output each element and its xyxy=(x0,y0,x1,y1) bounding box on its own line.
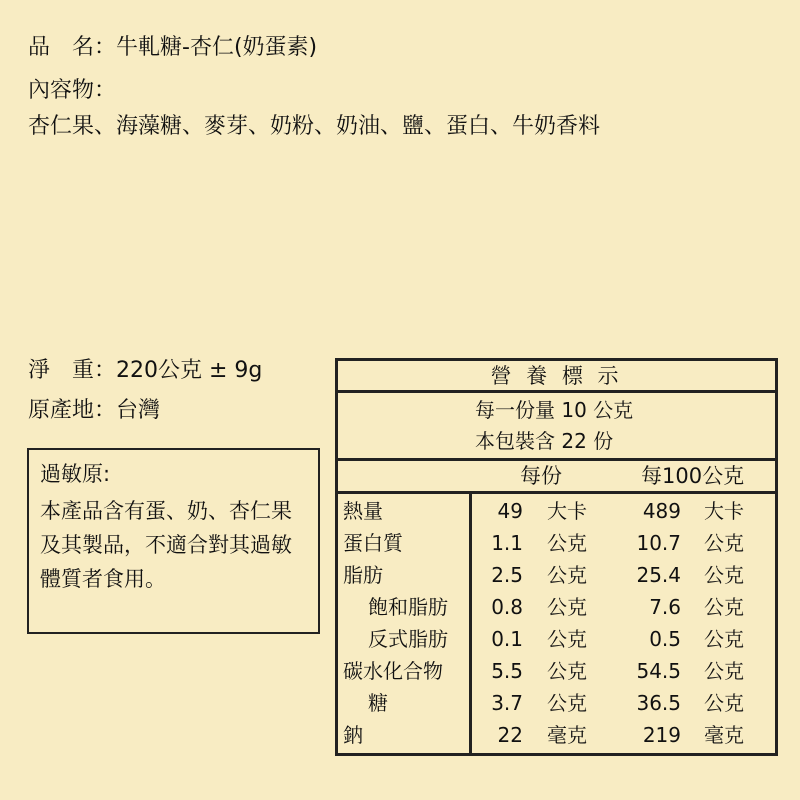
nutrient-name: 飽和脂肪 xyxy=(368,595,448,619)
servings-per-pack: 本包裝含 22 份 xyxy=(475,429,614,453)
product-name-line: 品 名：牛軋糖-杏仁(奶蛋素) xyxy=(28,35,318,60)
nutrient-row xyxy=(338,655,775,687)
nutrition-column-headers xyxy=(338,461,775,494)
nutrient-row xyxy=(338,623,775,655)
ingredients-label: 內容物： xyxy=(28,78,117,103)
per-100g-value: 54.5 xyxy=(636,659,681,683)
allergen-box xyxy=(27,448,320,634)
nutrient-row xyxy=(338,687,775,719)
nutrient-name: 脂肪 xyxy=(343,563,383,587)
nutrient-name: 糖 xyxy=(368,691,388,715)
per-serving-value: 0.8 xyxy=(491,595,523,619)
per-100g-unit: 公克 xyxy=(704,659,744,683)
per-100g-value: 25.4 xyxy=(636,563,681,587)
per-serving-unit: 公克 xyxy=(547,563,587,587)
origin-line: 原產地：台灣 xyxy=(28,398,161,423)
nutrition-facts-table xyxy=(335,358,778,756)
per-serving-unit: 公克 xyxy=(547,627,587,651)
nutrient-row xyxy=(338,527,775,559)
per-100g-unit: 公克 xyxy=(704,627,744,651)
per-100g-unit: 公克 xyxy=(704,531,744,555)
allergen-title: 過敏原: xyxy=(40,462,111,486)
per-serving-unit: 公克 xyxy=(547,659,587,683)
per-serving-value: 3.7 xyxy=(491,691,523,715)
col-per-serving: 每份 xyxy=(520,464,562,488)
per-100g-value: 7.6 xyxy=(649,595,681,619)
per-serving-value: 5.5 xyxy=(491,659,523,683)
per-serving-value: 1.1 xyxy=(491,531,523,555)
nutrition-title: 營 養 標 示 xyxy=(338,361,775,393)
per-serving-value: 49 xyxy=(497,499,523,523)
nutrient-row xyxy=(338,559,775,591)
net-weight-line: 淨 重：220公克 ± 9g xyxy=(28,358,263,383)
serving-info xyxy=(338,393,775,461)
per-serving-unit: 公克 xyxy=(547,595,587,619)
per-100g-value: 219 xyxy=(642,723,681,747)
nutrient-name: 反式脂肪 xyxy=(368,627,448,651)
per-100g-unit: 公克 xyxy=(704,563,744,587)
serving-size: 每一份量 10 公克 xyxy=(475,398,634,422)
per-100g-unit: 大卡 xyxy=(704,499,744,523)
per-serving-value: 0.1 xyxy=(491,627,523,651)
nutrient-row xyxy=(338,495,775,527)
per-serving-value: 22 xyxy=(497,723,523,747)
nutrient-name: 碳水化合物 xyxy=(343,659,443,683)
per-100g-value: 0.5 xyxy=(649,627,681,651)
col-per-100g: 每100公克 xyxy=(641,464,745,488)
ingredients-text: 杏仁果、海藻糖、麥芽、奶粉、奶油、鹽、蛋白、牛奶香料 xyxy=(28,114,601,139)
nutrient-name: 熱量 xyxy=(343,499,383,523)
nutrient-row xyxy=(338,591,775,623)
per-100g-value: 36.5 xyxy=(636,691,681,715)
per-serving-unit: 大卡 xyxy=(547,499,587,523)
per-100g-value: 489 xyxy=(642,499,681,523)
nutrient-row xyxy=(338,719,775,751)
per-serving-unit: 公克 xyxy=(547,531,587,555)
per-100g-value: 10.7 xyxy=(636,531,681,555)
per-100g-unit: 毫克 xyxy=(704,723,744,747)
per-serving-value: 2.5 xyxy=(491,563,523,587)
allergen-text: 本產品含有蛋、奶、杏仁果及其製品，不適合對其過敏體質者食用。 xyxy=(40,499,292,591)
per-100g-unit: 公克 xyxy=(704,595,744,619)
nutrient-name: 蛋白質 xyxy=(343,531,403,555)
per-serving-unit: 毫克 xyxy=(547,723,587,747)
nutrient-name: 鈉 xyxy=(343,723,363,747)
per-serving-unit: 公克 xyxy=(547,691,587,715)
per-100g-unit: 公克 xyxy=(704,691,744,715)
